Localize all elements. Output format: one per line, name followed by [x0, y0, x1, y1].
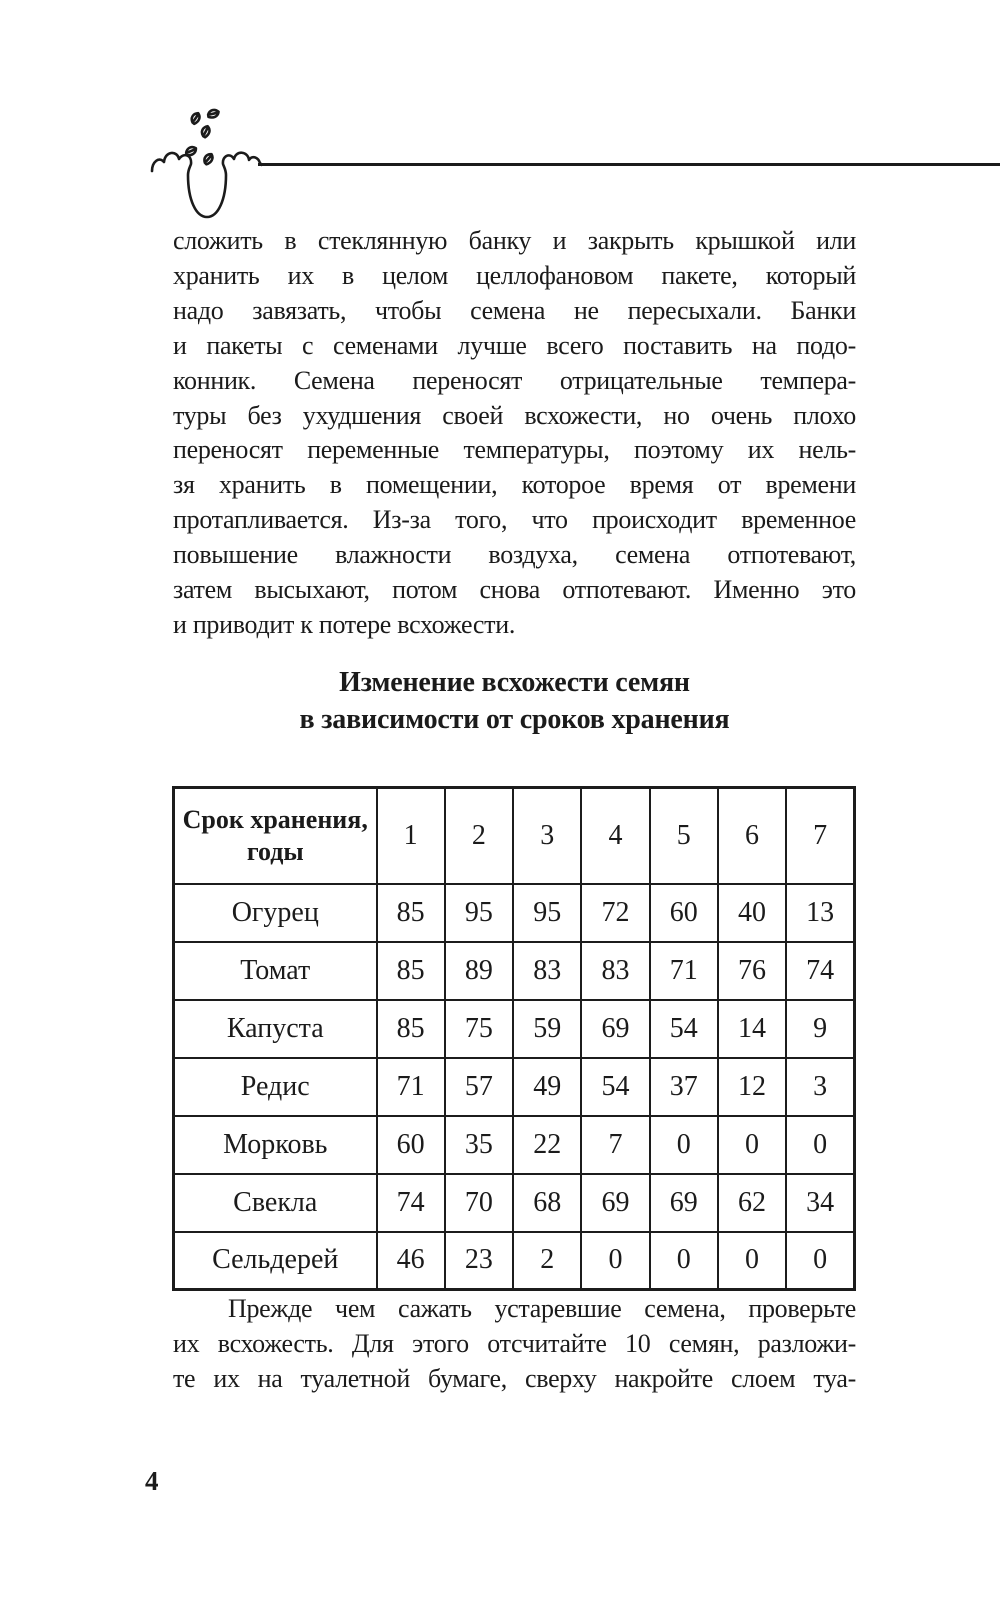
year-header-cell: 1 [377, 788, 445, 884]
table-title-line1: Изменение всхожести семян [339, 667, 690, 698]
germination-value-cell: 0 [718, 1116, 786, 1174]
germination-value-cell: 0 [650, 1232, 718, 1290]
soil-pit-outline [152, 153, 262, 217]
table-row [174, 1116, 855, 1174]
germination-value-cell: 2 [513, 1232, 581, 1290]
storage-term-label-line2: годы [246, 836, 304, 866]
germination-value-cell: 0 [786, 1116, 854, 1174]
table-row [174, 1000, 855, 1058]
paragraph-seed-storage-line: протапливается. Из-за того, что происходит временное [173, 505, 856, 535]
year-header-cell: 7 [786, 788, 854, 884]
germination-value-cell: 60 [650, 884, 718, 942]
table-row [174, 1232, 855, 1290]
table-header-row [174, 788, 855, 884]
germination-value-cell: 0 [718, 1232, 786, 1290]
germination-value-cell: 14 [718, 1000, 786, 1058]
germination-value-cell: 60 [377, 1116, 445, 1174]
germination-value-cell: 62 [718, 1174, 786, 1232]
germination-value-cell: 74 [377, 1174, 445, 1232]
germination-value-cell: 37 [650, 1058, 718, 1116]
germination-value-cell: 95 [513, 884, 581, 942]
germination-value-cell: 76 [718, 942, 786, 1000]
vegetable-name-cell: Морковь [174, 1116, 377, 1174]
year-header-cell: 5 [650, 788, 718, 884]
germination-value-cell: 54 [650, 1000, 718, 1058]
paragraph-seed-storage-line: хранить их в целом целлофановом пакете, который [173, 260, 856, 290]
paragraph-seed-storage-line: зя хранить в помещении, которое время от времени [173, 470, 856, 500]
paragraph-seed-storage-line: переносят переменные температуры, поэтому их нель- [173, 435, 856, 465]
germination-value-cell: 89 [445, 942, 513, 1000]
germination-value-cell: 49 [513, 1058, 581, 1116]
table-row [174, 884, 855, 942]
germination-table-body [174, 884, 855, 1290]
table-title-line2: в зависимости от сроков хранения [299, 704, 730, 735]
germination-value-cell: 3 [786, 1058, 854, 1116]
year-header-cell: 4 [581, 788, 649, 884]
germination-value-cell: 40 [718, 884, 786, 942]
germination-value-cell: 13 [786, 884, 854, 942]
germination-value-cell: 22 [513, 1116, 581, 1174]
germination-value-cell: 85 [377, 1000, 445, 1058]
paragraph-seed-storage-line: туры без ухудшения своей всхожести, но очень плохо [173, 400, 856, 430]
table-row [174, 1174, 855, 1232]
germination-value-cell: 57 [445, 1058, 513, 1116]
vegetable-name-cell: Редис [174, 1058, 377, 1116]
year-header-cell: 3 [513, 788, 581, 884]
germination-value-cell: 83 [581, 942, 649, 1000]
germination-value-cell: 12 [718, 1058, 786, 1116]
storage-term-header-cell [174, 788, 377, 884]
paragraph-germination-check [173, 1292, 856, 1397]
germination-value-cell: 71 [377, 1058, 445, 1116]
germination-value-cell: 69 [581, 1000, 649, 1058]
vegetable-name-cell: Капуста [174, 1000, 377, 1058]
storage-term-label-line1: Срок хранения, [182, 804, 368, 834]
germination-value-cell: 85 [377, 942, 445, 1000]
paragraph-seed-storage-line: и приводит к потере всхожести. [173, 609, 516, 639]
germination-value-cell: 34 [786, 1174, 854, 1232]
vegetable-name-cell: Свекла [174, 1174, 377, 1232]
vegetable-name-cell: Томат [174, 942, 377, 1000]
year-header-cell: 6 [718, 788, 786, 884]
vegetable-name-cell: Сельдерей [174, 1232, 377, 1290]
germination-value-cell: 59 [513, 1000, 581, 1058]
germination-value-cell: 95 [445, 884, 513, 942]
page-number: 4 [145, 1466, 159, 1496]
germination-value-cell: 0 [581, 1232, 649, 1290]
paragraph-germination-check-line: Прежде чем сажать устаревшие семена, проверьте [228, 1294, 856, 1323]
germination-value-cell: 54 [581, 1058, 649, 1116]
germination-table [172, 786, 856, 1291]
germination-value-cell: 69 [581, 1174, 649, 1232]
paragraph-seed-storage-line: надо завязать, чтобы семена не пересыхали. Банки [173, 295, 856, 325]
germination-value-cell: 85 [377, 884, 445, 942]
table-title [173, 664, 856, 738]
vegetable-name-cell: Огурец [174, 884, 377, 942]
germination-value-cell: 68 [513, 1174, 581, 1232]
germination-value-cell: 0 [650, 1116, 718, 1174]
header-rule [258, 163, 1000, 166]
germination-value-cell: 71 [650, 942, 718, 1000]
germination-value-cell: 46 [377, 1232, 445, 1290]
germination-value-cell: 83 [513, 942, 581, 1000]
seeds-falling-into-soil-icon [150, 107, 262, 227]
germination-value-cell: 74 [786, 942, 854, 1000]
table-row [174, 1058, 855, 1116]
germination-value-cell: 70 [445, 1174, 513, 1232]
paragraph-germination-check-line: те их на туалетной бумаге, сверху накройте слоем туа- [173, 1363, 856, 1393]
paragraph-seed-storage-line: конник. Семена переносят отрицательные темпера- [173, 365, 856, 395]
paragraph-germination-check-line: их всхожесть. Для этого отсчитайте 10 семян, разложи- [173, 1328, 856, 1358]
paragraph-seed-storage-line: затем высыхают, потом снова отпотевают. Именно это [173, 575, 856, 605]
germination-value-cell: 35 [445, 1116, 513, 1174]
table-row [174, 942, 855, 1000]
germination-value-cell: 0 [786, 1232, 854, 1290]
paragraph-seed-storage-line: и пакеты с семенами лучше всего поставить на подо- [173, 330, 856, 360]
paragraph-seed-storage-line: сложить в стеклянную банку и закрыть крышкой или [173, 226, 856, 255]
paragraph-seed-storage-line: повышение влажности воздуха, семена отпотевают, [173, 540, 856, 570]
germination-value-cell: 75 [445, 1000, 513, 1058]
germination-value-cell: 7 [581, 1116, 649, 1174]
germination-value-cell: 72 [581, 884, 649, 942]
paragraph-seed-storage [173, 224, 856, 643]
germination-value-cell: 23 [445, 1232, 513, 1290]
germination-value-cell: 9 [786, 1000, 854, 1058]
germination-value-cell: 69 [650, 1174, 718, 1232]
year-header-cell: 2 [445, 788, 513, 884]
